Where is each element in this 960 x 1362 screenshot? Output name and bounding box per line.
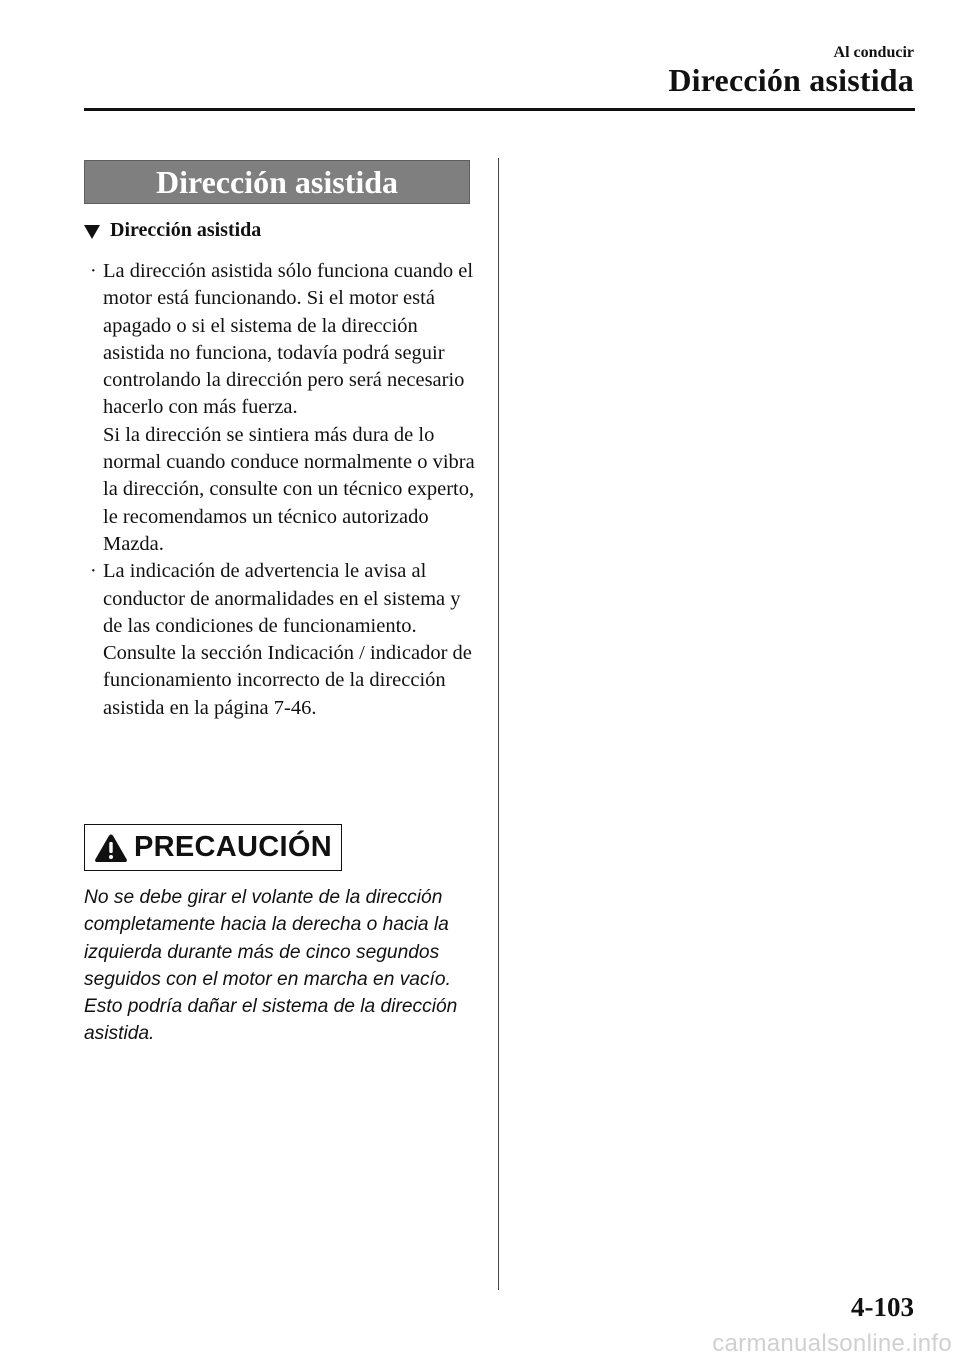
bullet-dot-icon: · [90,260,97,282]
list-item-paragraph: Consulte la sección Indicación / indicador de funcionamiento incorrecto de la dirección asistida en la página 7-46. [103,642,472,719]
page-number: 4-103 [851,1292,914,1322]
subsection-heading [84,219,261,242]
list-item [84,258,484,558]
subsection-title: Dirección asistida [110,219,262,241]
warning-triangle-icon [94,833,128,863]
caution-text: No se debe girar el volante de la dirección completamente hacia la derecha o hacia la izquierda durante más de cinco segundos seguidos con el motor en marcha en vacío. Esto podría dañar el sistema de la dirección asistida. [84,887,458,1045]
watermark: carmanualsonline.info [712,1330,952,1357]
triangle-down-icon [84,225,100,239]
column-divider [498,158,499,1290]
caution-label: PRECAUCIÓN [134,831,332,863]
section-banner-title: Dirección asistida [155,163,399,200]
bullet-list [84,258,484,722]
list-item-paragraph: La dirección asistida sólo funciona cuando el motor está funcionando. Si el motor está apagado o si el sistema de la dirección asistida no funciona, todavía podrá seguir controlando la dirección pero será necesario hacerlo con más fuerza. [103,260,474,419]
header-divider [84,108,915,111]
list-item [84,558,484,722]
bullet-dot-icon: · [90,560,97,583]
header-section-label: Al conducir [833,44,914,61]
caution-box [84,824,342,871]
section-banner [84,160,470,204]
list-item-paragraph: La indicación de advertencia le avisa al conductor de anormalidades en el sistema y de las condiciones de funcionamiento. [103,560,461,637]
list-item-paragraph: Si la dirección se sintiera más dura de lo normal cuando conduce normalmente o vibra la dirección, consulte con un técnico experto, le recomendamos un técnico autorizado Mazda. [103,423,475,555]
header-page-title: Dirección asistida [668,62,914,98]
